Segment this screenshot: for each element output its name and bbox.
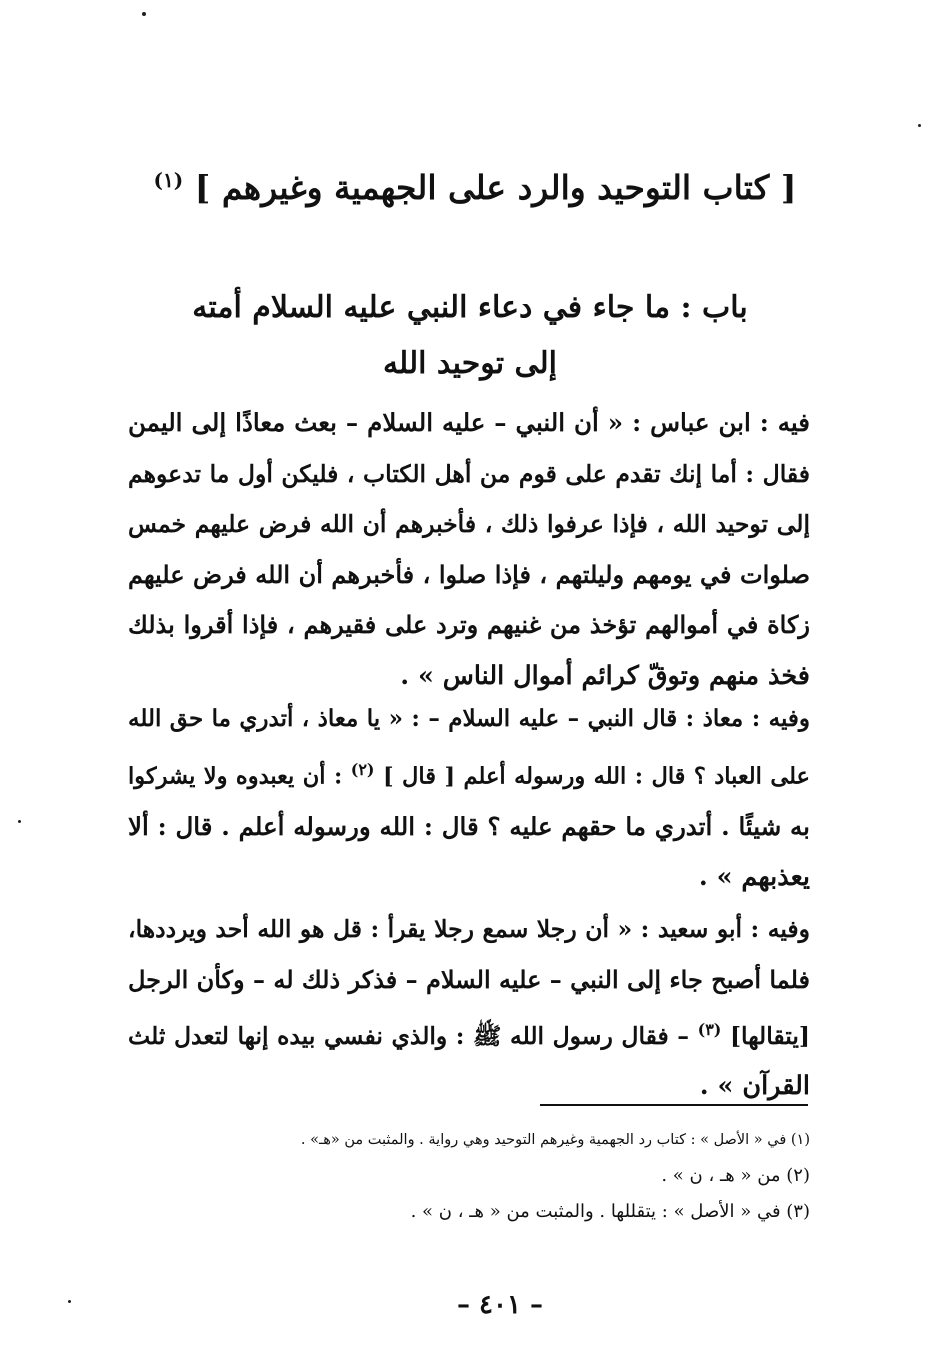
chapter-heading-line: باب : ما جاء في دعاء النبي عليه السلام أمته xyxy=(192,290,748,325)
footnote-2: (٢) من « هـ ، ن » . xyxy=(661,1165,810,1186)
book-title xyxy=(150,150,800,218)
text-line: فخذ منهم وتوقّ كرائم أموال الناس » . xyxy=(400,660,810,691)
text-line: وفيه : معاذ : قال النبي – عليه السلام – : « يا معاذ ، أتدري ما حق الله xyxy=(128,705,810,732)
text-line: القرآن » . xyxy=(699,1071,810,1102)
text-line xyxy=(128,1005,810,1061)
text-segment: على العباد ؟ قال : الله ورسوله أعلم [ قال ] xyxy=(382,763,810,789)
text-segment: – فقال رسول الله ﷺ : والذي نفسي بيده إنها لتعدل ثلث xyxy=(128,1021,690,1050)
text-line: وفيه : أبو سعيد : « أن رجلا سمع رجلا يقرأ : قل هو الله أحد ويرددها، xyxy=(128,915,810,943)
footnote-3: (٣) في « الأصل » : يتقللها . والمثبت من « هـ ، ن » . xyxy=(410,1201,810,1222)
scan-speck xyxy=(18,820,21,823)
text-segment: : أن يعبدوه ولا يشركوا xyxy=(128,763,343,789)
paragraph-muadh xyxy=(128,694,810,903)
text-line: يعذبهم » . xyxy=(698,862,810,892)
footnote-1: (١) في « الأصل » : كتاب رد الجهمية وغيرهم التوحيد وهي رواية . والمثبت من «هـ» . xyxy=(300,1132,810,1148)
text-line: به شيئًا . أتدري ما حقهم عليه ؟ قال : الله ورسوله أعلم . قال : ألا xyxy=(128,811,810,841)
scan-speck xyxy=(142,12,146,16)
text-segment: [يتقالها] xyxy=(729,1021,811,1050)
book-title-text: [ كتاب التوحيد والرد على الجهمية وغيرهم ] xyxy=(194,168,797,207)
text-line: فيه : ابن عباس : « أن النبي – عليه السلام – بعث معاذًا إلى اليمن xyxy=(128,408,810,437)
text-line: زكاة في أموالهم تؤخذ من غنيهم وترد على فقيرهم ، فإذا أقروا بذلك xyxy=(128,610,810,639)
text-line xyxy=(128,745,810,802)
text-line: إلى توحيد الله ، فإذا عرفوا ذلك ، فأخبرهم أن الله فرض عليهم خمس xyxy=(128,510,810,538)
text-line: فلما أصبح جاء إلى النبي – عليه السلام – فذكر ذلك له – وكأن الرجل xyxy=(128,964,810,994)
text-line: فقال : أما إنك تقدم على قوم من أهل الكتاب ، فليكن أول ما تدعوهم xyxy=(128,459,810,488)
scan-speck xyxy=(918,124,921,127)
chapter-heading xyxy=(130,280,810,392)
scan-speck xyxy=(68,1300,71,1303)
page-number: – ٤٠١ – xyxy=(456,1290,544,1320)
footnote-divider xyxy=(540,1104,808,1106)
chapter-heading-line: إلى توحيد الله xyxy=(382,346,558,381)
text-line: صلوات في يومهم وليلتهم ، فإذا صلوا ، فأخبرهم أن الله فرض عليهم xyxy=(128,559,810,589)
footnote-ref-2: (٢) xyxy=(350,759,375,779)
footnotes xyxy=(300,1122,810,1230)
paragraph-ibn-abbas xyxy=(128,398,810,701)
footnote-ref-1: (١) xyxy=(153,168,184,192)
paragraph-abu-said xyxy=(128,904,810,1112)
footnote-ref-3: (٣) xyxy=(697,1020,722,1039)
